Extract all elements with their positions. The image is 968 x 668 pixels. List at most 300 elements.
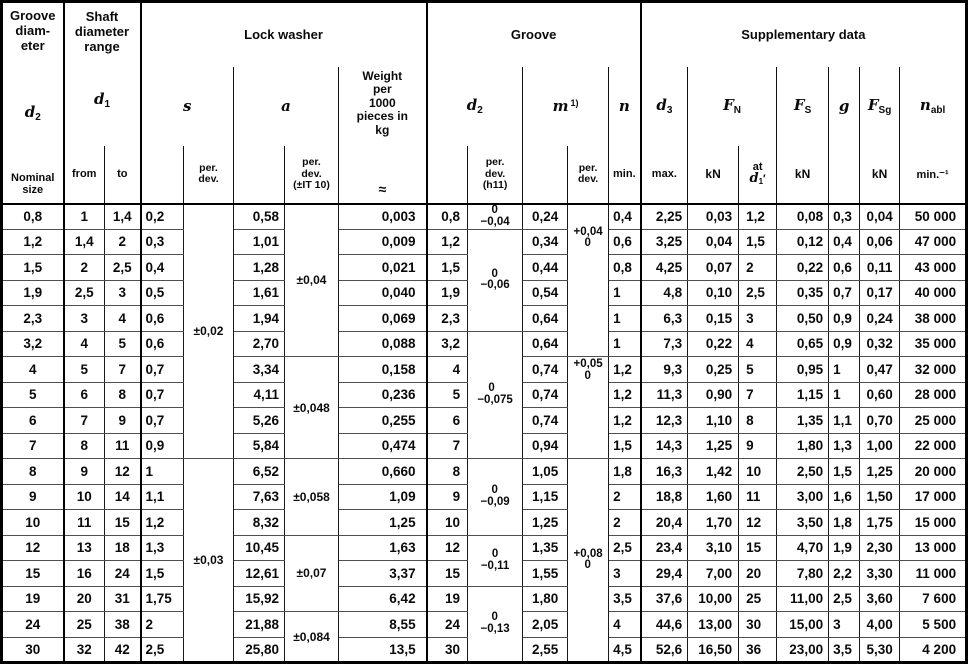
cell-m: 1,15	[523, 484, 568, 510]
col-header-fsg-unit: kN	[860, 146, 900, 203]
cell-fsg: 1,75	[860, 510, 900, 536]
cell-to: 4	[105, 306, 141, 332]
col-header-to: to	[105, 146, 141, 203]
cell-a: 0,58	[234, 204, 285, 230]
cell-d2: 24	[427, 612, 468, 638]
cell-to: 14	[105, 484, 141, 510]
cell-to: 2,5	[105, 255, 141, 281]
cell-a: 1,28	[234, 255, 285, 281]
table-header	[2, 2, 967, 204]
cell-weight: 0,009	[339, 229, 427, 255]
cell-nominal: 1,2	[2, 229, 64, 255]
cell-m: 1,35	[523, 535, 568, 561]
tolerance-line: 0	[491, 484, 498, 497]
tolerance-value: ±0,07	[296, 566, 327, 581]
cell-atd1: 36	[739, 637, 777, 663]
cell-n: 3	[609, 561, 641, 587]
col-header-g: g	[829, 67, 860, 147]
cell-weight: 13,5	[339, 637, 427, 663]
cell-weight: 0,088	[339, 331, 427, 357]
cell-a: 6,52	[234, 459, 285, 485]
cell-fn: 1,42	[688, 459, 739, 485]
cell-atd1: 1,5	[739, 229, 777, 255]
col-header-groove-d2: $d_2$	[427, 67, 523, 147]
cell-m_dev	[568, 459, 609, 663]
cell-g: 1,3	[829, 433, 860, 459]
col-header-d3: $d_3$	[641, 67, 688, 147]
cell-d2: 6	[427, 408, 468, 434]
cell-n: 2	[609, 510, 641, 536]
cell-fsg: 4,00	[860, 612, 900, 638]
cell-n: 2	[609, 484, 641, 510]
cell-d2: 5	[427, 382, 468, 408]
tolerance-line: 0	[584, 559, 591, 571]
cell-n: 1	[609, 280, 641, 306]
cell-from: 4	[64, 331, 105, 357]
cell-nabl: 40 000	[900, 280, 967, 306]
col-header-d2-dev: per. dev. (h11)	[468, 146, 523, 203]
cell-nabl: 35 000	[900, 331, 967, 357]
table-body	[2, 204, 967, 663]
cell-d2_dev	[468, 204, 523, 230]
cell-a: 4,11	[234, 382, 285, 408]
cell-n: 4,5	[609, 637, 641, 663]
cell-nabl: 20 000	[900, 459, 967, 485]
cell-g: 2,5	[829, 586, 860, 612]
cell-nabl: 28 000	[900, 382, 967, 408]
cell-g: 3	[829, 612, 860, 638]
cell-m: 0,94	[523, 433, 568, 459]
cell-nabl: 7 600	[900, 586, 967, 612]
cell-atd1: 1,2	[739, 204, 777, 230]
cell-fn: 0,04	[688, 229, 739, 255]
cell-weight: 1,09	[339, 484, 427, 510]
tolerance-line: −0,11	[480, 559, 510, 572]
col-header-groove-diameter	[2, 2, 64, 204]
cell-m: 0,34	[523, 229, 568, 255]
cell-from: 6	[64, 382, 105, 408]
cell-to: 9	[105, 408, 141, 434]
cell-nabl: 38 000	[900, 306, 967, 332]
cell-d2: 1,5	[427, 255, 468, 281]
cell-to: 7	[105, 357, 141, 383]
cell-fs: 0,12	[777, 229, 829, 255]
cell-d2_dev	[468, 535, 523, 586]
cell-fs: 1,35	[777, 408, 829, 434]
tolerance-line: −0,06	[480, 279, 510, 291]
cell-m_dev	[568, 357, 609, 459]
cell-a: 15,92	[234, 586, 285, 612]
col-header-fn: $F_N$	[688, 67, 777, 147]
cell-fn: 1,25	[688, 433, 739, 459]
cell-s: 1	[141, 459, 184, 485]
cell-nominal: 19	[2, 586, 64, 612]
cell-fs: 3,50	[777, 510, 829, 536]
cell-from: 7	[64, 408, 105, 434]
cell-fs: 3,00	[777, 484, 829, 510]
group-header-lock-washer: Lock washer	[141, 2, 427, 67]
cell-atd1: 5	[739, 357, 777, 383]
cell-g: 1,9	[829, 535, 860, 561]
cell-nabl: 50 000	[900, 204, 967, 230]
cell-m: 1,25	[523, 510, 568, 536]
cell-to: 11	[105, 433, 141, 459]
cell-a_dev	[285, 357, 339, 459]
cell-d2: 0,8	[427, 204, 468, 230]
cell-d3: 14,3	[641, 433, 688, 459]
cell-from: 2	[64, 255, 105, 281]
cell-atd1: 7	[739, 382, 777, 408]
cell-fs: 4,70	[777, 535, 829, 561]
tolerance-line: 0	[584, 237, 591, 249]
cell-g: 0,4	[829, 229, 860, 255]
cell-d3: 20,4	[641, 510, 688, 536]
cell-fsg: 0,70	[860, 408, 900, 434]
table-row	[2, 586, 967, 612]
cell-fsg: 0,04	[860, 204, 900, 230]
cell-from: 32	[64, 637, 105, 663]
cell-nominal: 5	[2, 382, 64, 408]
cell-n: 1	[609, 331, 641, 357]
col-header-at-d1: at $d_1'$	[739, 146, 777, 203]
cell-to: 8	[105, 382, 141, 408]
cell-a: 1,01	[234, 229, 285, 255]
cell-d2_dev	[468, 229, 523, 331]
cell-a: 2,70	[234, 331, 285, 357]
cell-m: 0,64	[523, 331, 568, 357]
cell-d2: 15	[427, 561, 468, 587]
cell-fn: 3,10	[688, 535, 739, 561]
cell-g: 1,6	[829, 484, 860, 510]
cell-atd1: 2,5	[739, 280, 777, 306]
cell-from: 5	[64, 357, 105, 383]
cell-d2: 3,2	[427, 331, 468, 357]
cell-a: 1,61	[234, 280, 285, 306]
cell-s: 1,1	[141, 484, 184, 510]
cell-d3: 52,6	[641, 637, 688, 663]
cell-a: 7,63	[234, 484, 285, 510]
cell-fs: 1,15	[777, 382, 829, 408]
cell-nominal: 1,5	[2, 255, 64, 281]
col-header-a-dev: per. dev. (±IT 10)	[285, 146, 339, 203]
header-spacer	[234, 146, 285, 203]
cell-fn: 0,25	[688, 357, 739, 383]
cell-nabl: 5 500	[900, 612, 967, 638]
cell-fn: 16,50	[688, 637, 739, 663]
cell-nabl: 17 000	[900, 484, 967, 510]
cell-fs: 11,00	[777, 586, 829, 612]
cell-s: 0,2	[141, 204, 184, 230]
tolerance-value: ±0,084	[293, 629, 330, 644]
col-header-fs-unit: kN	[777, 146, 829, 203]
cell-atd1: 30	[739, 612, 777, 638]
cell-fs: 0,35	[777, 280, 829, 306]
cell-g: 0,9	[829, 306, 860, 332]
cell-nominal: 30	[2, 637, 64, 663]
cell-atd1: 20	[739, 561, 777, 587]
tolerance-value: ±0,048	[293, 400, 330, 415]
cell-nominal: 15	[2, 561, 64, 587]
cell-s: 1,5	[141, 561, 184, 587]
cell-a_dev	[285, 459, 339, 536]
cell-n: 2,5	[609, 535, 641, 561]
cell-d3: 6,3	[641, 306, 688, 332]
cell-fn: 0,10	[688, 280, 739, 306]
cell-atd1: 4	[739, 331, 777, 357]
cell-fsg: 0,06	[860, 229, 900, 255]
cell-from: 16	[64, 561, 105, 587]
cell-from: 9	[64, 459, 105, 485]
cell-n: 0,8	[609, 255, 641, 281]
cell-fs: 15,00	[777, 612, 829, 638]
tolerance-value: ±0,04	[296, 273, 327, 288]
cell-n: 4	[609, 612, 641, 638]
cell-a: 12,61	[234, 561, 285, 587]
cell-from: 13	[64, 535, 105, 561]
table-row	[2, 535, 967, 561]
cell-to: 18	[105, 535, 141, 561]
tolerance-line: −0,04	[480, 215, 510, 228]
table-row	[2, 229, 967, 255]
cell-d3: 44,6	[641, 612, 688, 638]
cell-m: 0,54	[523, 280, 568, 306]
cell-d2: 10	[427, 510, 468, 536]
cell-d3: 37,6	[641, 586, 688, 612]
cell-atd1: 8	[739, 408, 777, 434]
group-header-groove: Groove	[427, 2, 641, 67]
symbol-d2: $d_2$	[24, 102, 41, 123]
tolerance-line: −0,13	[480, 622, 510, 635]
col-header-m: m $^{1)}$	[523, 67, 609, 147]
col-header-fn-unit: kN	[688, 146, 739, 203]
cell-d3: 12,3	[641, 408, 688, 434]
cell-fsg: 3,60	[860, 586, 900, 612]
cell-nabl: 13 000	[900, 535, 967, 561]
col-header-n: n	[609, 67, 641, 147]
cell-s: 0,7	[141, 357, 184, 383]
cell-from: 25	[64, 612, 105, 638]
cell-from: 2,5	[64, 280, 105, 306]
cell-fsg: 0,32	[860, 331, 900, 357]
col-header-nabl: $n_{abl}$	[919, 96, 946, 117]
tolerance-value: ±0,03	[193, 553, 224, 567]
cell-d3: 2,25	[641, 204, 688, 230]
cell-weight: 0,021	[339, 255, 427, 281]
col-header-s: s	[141, 67, 234, 147]
cell-fn: 0,15	[688, 306, 739, 332]
cell-s: 0,3	[141, 229, 184, 255]
tolerance-line: +0,08	[573, 547, 603, 560]
groove-diameter-title: Groove diam- eter	[9, 8, 56, 54]
cell-d3: 3,25	[641, 229, 688, 255]
cell-fs: 23,00	[777, 637, 829, 663]
col-header-weight	[339, 67, 427, 204]
cell-s_dev	[184, 204, 234, 459]
cell-nominal: 7	[2, 433, 64, 459]
cell-s_dev	[184, 459, 234, 663]
cell-g: 2,2	[829, 561, 860, 587]
col-header-s-dev: per. dev.	[184, 146, 234, 203]
cell-s: 0,7	[141, 382, 184, 408]
cell-fs: 1,80	[777, 433, 829, 459]
cell-fn: 10,00	[688, 586, 739, 612]
tolerance-line: 0	[584, 369, 591, 382]
cell-nominal: 0,8	[2, 204, 64, 230]
cell-n: 0,6	[609, 229, 641, 255]
cell-weight: 8,55	[339, 612, 427, 638]
cell-m: 2,55	[523, 637, 568, 663]
cell-s: 1,2	[141, 510, 184, 536]
cell-a: 5,26	[234, 408, 285, 434]
cell-from: 1	[64, 204, 105, 230]
cell-s: 0,9	[141, 433, 184, 459]
cell-m: 1,05	[523, 459, 568, 485]
tolerance-line: 0	[491, 267, 498, 280]
cell-d3: 4,25	[641, 255, 688, 281]
cell-d2: 2,3	[427, 306, 468, 332]
table-row	[2, 331, 967, 357]
cell-fn: 1,70	[688, 510, 739, 536]
cell-to: 42	[105, 637, 141, 663]
cell-a: 5,84	[234, 433, 285, 459]
cell-to: 15	[105, 510, 141, 536]
cell-to: 2	[105, 229, 141, 255]
cell-d2: 19	[427, 586, 468, 612]
cell-d2_dev	[468, 331, 523, 459]
cell-nabl: 11 000	[900, 561, 967, 587]
cell-a_dev	[285, 204, 339, 357]
cell-weight: 0,236	[339, 382, 427, 408]
col-header-a: a	[234, 67, 339, 147]
cell-to: 3	[105, 280, 141, 306]
cell-m: 2,05	[523, 612, 568, 638]
header-spacer	[141, 146, 184, 203]
cell-s: 0,5	[141, 280, 184, 306]
cell-s: 0,4	[141, 255, 184, 281]
cell-from: 3	[64, 306, 105, 332]
tolerance-line: −0,075	[477, 393, 513, 406]
cell-fsg: 3,30	[860, 561, 900, 587]
cell-d2: 9	[427, 484, 468, 510]
cell-m: 0,74	[523, 408, 568, 434]
cell-n: 1,5	[609, 433, 641, 459]
cell-fsg: 0,60	[860, 382, 900, 408]
cell-g: 1	[829, 382, 860, 408]
cell-nominal: 4	[2, 357, 64, 383]
cell-from: 10	[64, 484, 105, 510]
cell-nominal: 10	[2, 510, 64, 536]
col-header-d3-max: max.	[641, 146, 688, 203]
cell-fsg: 0,24	[860, 306, 900, 332]
cell-fs: 0,95	[777, 357, 829, 383]
cell-atd1: 3	[739, 306, 777, 332]
cell-to: 12	[105, 459, 141, 485]
cell-s: 0,7	[141, 408, 184, 434]
cell-weight: 6,42	[339, 586, 427, 612]
weight-label: Weight per 1000 pieces in kg	[356, 68, 408, 137]
cell-s: 1,75	[141, 586, 184, 612]
approx-symbol: ≈	[378, 180, 387, 197]
tolerance-line: +0,05	[573, 358, 603, 370]
cell-g: 1,5	[829, 459, 860, 485]
cell-nominal: 1,9	[2, 280, 64, 306]
cell-fsg: 1,25	[860, 459, 900, 485]
cell-n: 0,4	[609, 204, 641, 230]
header-spacer	[829, 146, 860, 203]
cell-n: 1,8	[609, 459, 641, 485]
cell-d2: 1,9	[427, 280, 468, 306]
cell-nabl: 4 200	[922, 641, 957, 657]
cell-d2: 8	[427, 459, 468, 485]
cell-d3: 18,8	[641, 484, 688, 510]
group-header-supplementary: Supplementary data	[741, 27, 866, 43]
cell-a: 25,80	[234, 637, 285, 663]
cell-weight: 0,040	[339, 280, 427, 306]
cell-weight: 0,069	[339, 306, 427, 332]
cell-atd1: 11	[739, 484, 777, 510]
cell-weight: 3,37	[339, 561, 427, 587]
shaft-range-title: Shaft diameter range	[74, 9, 130, 55]
cell-fsg: 1,00	[860, 433, 900, 459]
col-header-n-min: min.	[609, 146, 641, 203]
cell-d2: 4	[427, 357, 468, 383]
cell-a_dev	[285, 612, 339, 663]
cell-a: 1,94	[234, 306, 285, 332]
tolerance-line: 0	[491, 548, 499, 560]
cell-weight: 1,25	[339, 510, 427, 536]
cell-atd1: 25	[739, 586, 777, 612]
cell-fn: 0,07	[688, 255, 739, 281]
cell-d3: 9,3	[641, 357, 688, 383]
cell-s: 1,3	[141, 535, 184, 561]
cell-a: 10,45	[234, 535, 285, 561]
cell-nabl: 22 000	[900, 433, 967, 459]
cell-nabl: 25 000	[900, 408, 967, 434]
cell-n: 1,2	[609, 357, 641, 383]
tolerance-line: 0	[488, 382, 495, 395]
cell-fs: 7,80	[777, 561, 829, 587]
cell-atd1: 10	[739, 459, 777, 485]
cell-fn: 13,00	[688, 612, 739, 638]
tolerance-line: 0	[491, 204, 498, 216]
cell-g: 0,9	[829, 331, 860, 357]
cell-atd1: 2	[739, 255, 777, 281]
symbol-d1: $d_1$	[93, 89, 111, 110]
cell-weight: 0,255	[339, 408, 427, 434]
cell-weight: 1,63	[339, 535, 427, 561]
tolerance-line: −0,09	[480, 495, 510, 508]
cell-d3: 4,8	[641, 280, 688, 306]
cell-a: 8,32	[234, 510, 285, 536]
cell-g: 3,5	[829, 637, 860, 663]
cell-fn: 0,03	[688, 204, 739, 230]
cell-weight: 0,158	[339, 357, 427, 383]
tolerance-line: 0	[491, 611, 498, 624]
cell-d2: 7	[427, 433, 468, 459]
cell-atd1: 15	[739, 535, 777, 561]
cell-s: 2,5	[141, 637, 184, 663]
cell-fsg: 1,50	[860, 484, 900, 510]
cell-atd1: 9	[739, 433, 777, 459]
cell-fsg: 0,11	[860, 255, 900, 281]
cell-n: 1,2	[609, 382, 641, 408]
cell-nominal: 2,3	[2, 306, 64, 332]
cell-nominal: 6	[2, 408, 64, 434]
cell-to: 1,4	[105, 204, 141, 230]
cell-d3: 11,3	[641, 382, 688, 408]
header-spacer	[523, 146, 568, 203]
cell-fs: 0,08	[777, 204, 829, 230]
